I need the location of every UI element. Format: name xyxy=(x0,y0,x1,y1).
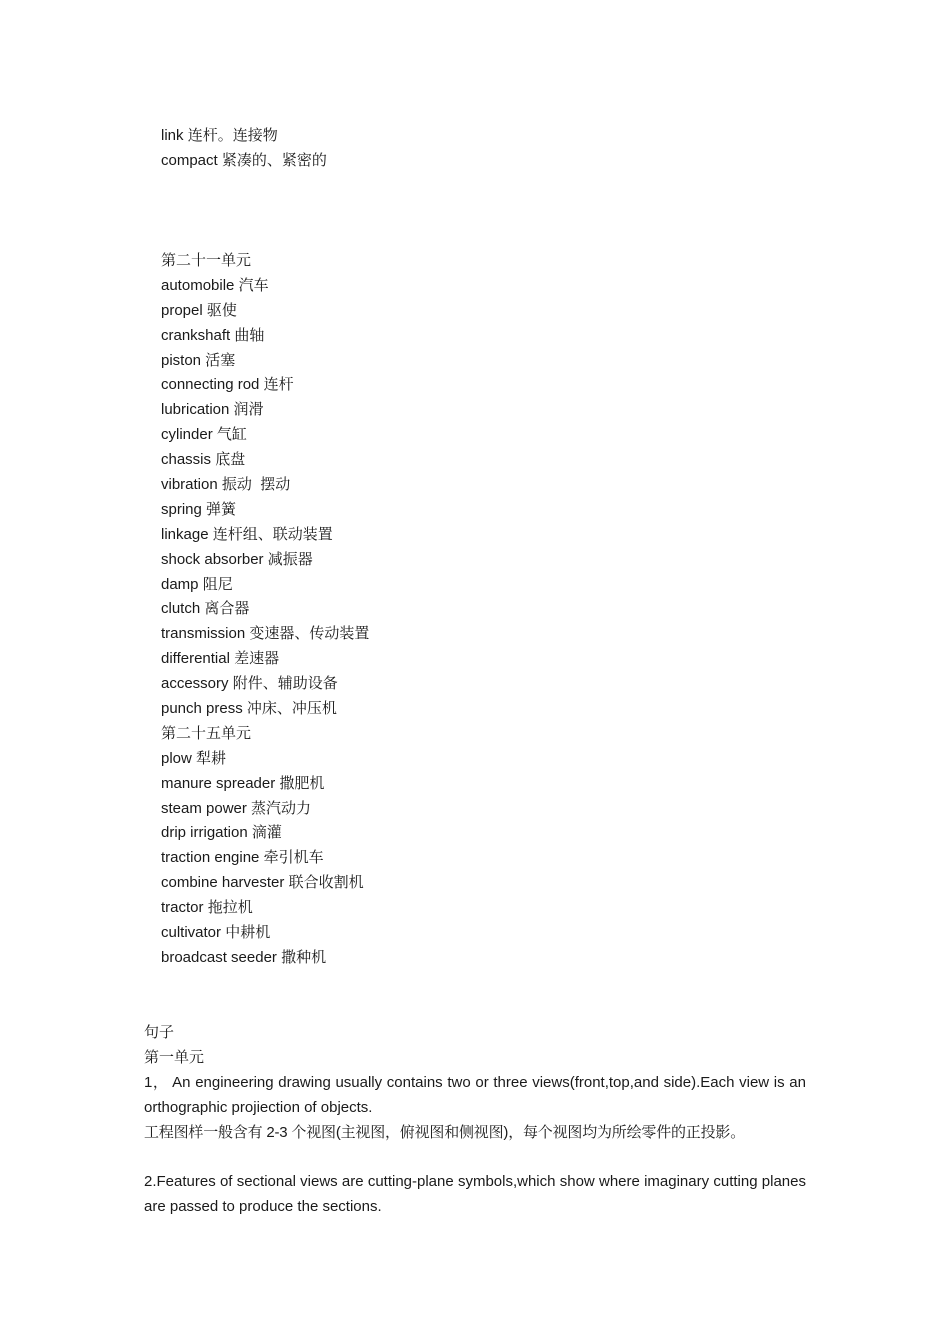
term-en: damp xyxy=(161,575,199,593)
glossary-item xyxy=(161,423,721,448)
term-en: traction engine xyxy=(161,849,260,867)
term-en: steam power xyxy=(161,799,247,817)
glossary-item xyxy=(161,622,721,647)
glossary-item xyxy=(161,274,721,299)
term-zh: 振动 摆动 xyxy=(221,476,291,494)
term-zh: 曲轴 xyxy=(234,326,265,344)
term-zh: 撒肥机 xyxy=(279,774,325,792)
term-zh: 底盘 xyxy=(215,451,246,469)
glossary-item xyxy=(161,797,721,822)
glossary-item xyxy=(161,124,721,149)
term-en: transmission xyxy=(161,625,246,643)
term-en: link xyxy=(161,127,184,144)
term-zh: 犁耕 xyxy=(196,749,227,767)
term-en: cultivator xyxy=(161,924,222,942)
term-zh: 变速器、传动装置 xyxy=(249,625,370,643)
term-en: drip irrigation xyxy=(161,824,248,842)
term-zh: 活塞 xyxy=(205,351,236,369)
glossary-item xyxy=(161,821,721,846)
glossary-item xyxy=(161,946,721,971)
glossary-item xyxy=(161,672,721,697)
paragraph-gap xyxy=(144,1146,806,1171)
term-zh: 阻尼 xyxy=(202,575,233,593)
term-en: crankshaft xyxy=(161,326,231,344)
term-zh: 蒸汽动力 xyxy=(251,799,312,817)
sentences-section xyxy=(144,1021,806,1220)
term-en: manure spreader xyxy=(161,774,276,792)
term-en: shock absorber xyxy=(161,550,264,568)
term-zh: 连杆组、联动装置 xyxy=(212,525,333,543)
term-zh: 附件、辅助设备 xyxy=(232,675,338,693)
term-en: compact xyxy=(161,151,218,169)
term-en: connecting rod xyxy=(161,376,260,394)
glossary-item xyxy=(161,573,721,598)
unit-25-list xyxy=(161,747,721,971)
term-zh: 连杆。连接物 xyxy=(187,127,278,144)
term-en: differential xyxy=(161,650,230,668)
glossary-item xyxy=(161,349,721,374)
sentences-heading: 句子 xyxy=(144,1024,175,1041)
glossary-item xyxy=(161,597,721,622)
glossary-item xyxy=(161,697,721,722)
glossary-item xyxy=(161,846,721,871)
glossary-item xyxy=(161,896,721,921)
term-en: cylinder xyxy=(161,426,213,444)
glossary-item xyxy=(161,548,721,573)
term-zh: 拖拉机 xyxy=(207,899,253,917)
glossary-item xyxy=(161,448,721,473)
term-en: accessory xyxy=(161,675,229,693)
term-en: clutch xyxy=(161,600,201,618)
term-zh: 联合收割机 xyxy=(288,874,364,892)
glossary-item xyxy=(161,324,721,349)
term-zh: 离合器 xyxy=(204,600,250,618)
glossary-item xyxy=(161,498,721,523)
term-en: tractor xyxy=(161,899,204,917)
unit-21-heading: 第二十一单元 xyxy=(161,252,252,269)
term-zh: 润滑 xyxy=(233,401,264,419)
glossary-units xyxy=(161,249,721,971)
glossary-item xyxy=(161,473,721,498)
term-en: broadcast seeder xyxy=(161,948,277,966)
term-en: combine harvester xyxy=(161,874,285,892)
term-en: spring xyxy=(161,500,202,518)
term-zh: 弹簧 xyxy=(206,500,237,518)
term-zh: 气缸 xyxy=(216,426,247,444)
term-zh: 冲床、冲压机 xyxy=(246,700,337,718)
sentence-1-english: 1， An engineering drawing usually contains two or three views(front,top,and side).Each view is an orthographic projiection of objects. xyxy=(144,1073,806,1116)
term-en: plow xyxy=(161,749,192,767)
term-zh: 汽车 xyxy=(238,276,269,294)
unit-25-heading: 第二十五单元 xyxy=(161,724,252,742)
term-en: linkage xyxy=(161,525,209,543)
term-en: automobile xyxy=(161,276,235,294)
term-en: vibration xyxy=(161,476,218,494)
glossary-item xyxy=(161,398,721,423)
term-en: punch press xyxy=(161,700,243,718)
glossary-item xyxy=(161,772,721,797)
term-en: propel xyxy=(161,301,203,319)
term-zh: 减振器 xyxy=(267,550,313,568)
term-en: chassis xyxy=(161,451,212,469)
sentence-2-english: 2.Features of sectional views are cutting-plane symbols,which show where imaginary cutting planes are passed to produce the sections. xyxy=(144,1173,806,1216)
glossary-top xyxy=(161,124,721,174)
term-en: piston xyxy=(161,351,202,369)
sentences-unit-heading: 第一单元 xyxy=(144,1048,205,1066)
glossary-item xyxy=(161,149,721,174)
term-zh: 牵引机车 xyxy=(263,849,324,867)
glossary-item xyxy=(161,523,721,548)
glossary-item xyxy=(161,871,721,896)
term-zh: 差速器 xyxy=(234,650,280,668)
sentence-1-chinese: 工程图样一般含有 2-3 个视图(主视图，俯视图和侧视图)，每个视图均为所绘零件的正投影。 xyxy=(144,1123,746,1141)
term-zh: 紧凑的、紧密的 xyxy=(221,151,327,169)
term-zh: 中耕机 xyxy=(225,924,271,942)
term-zh: 驱使 xyxy=(206,301,237,319)
term-zh: 连杆 xyxy=(263,376,294,394)
glossary-item xyxy=(161,647,721,672)
term-zh: 滴灌 xyxy=(251,824,282,842)
term-en: lubrication xyxy=(161,401,230,419)
glossary-item xyxy=(161,373,721,398)
glossary-item xyxy=(161,747,721,772)
glossary-item xyxy=(161,921,721,946)
glossary-item xyxy=(161,299,721,324)
unit-21-list xyxy=(161,274,721,722)
term-zh: 撒种机 xyxy=(281,948,327,966)
